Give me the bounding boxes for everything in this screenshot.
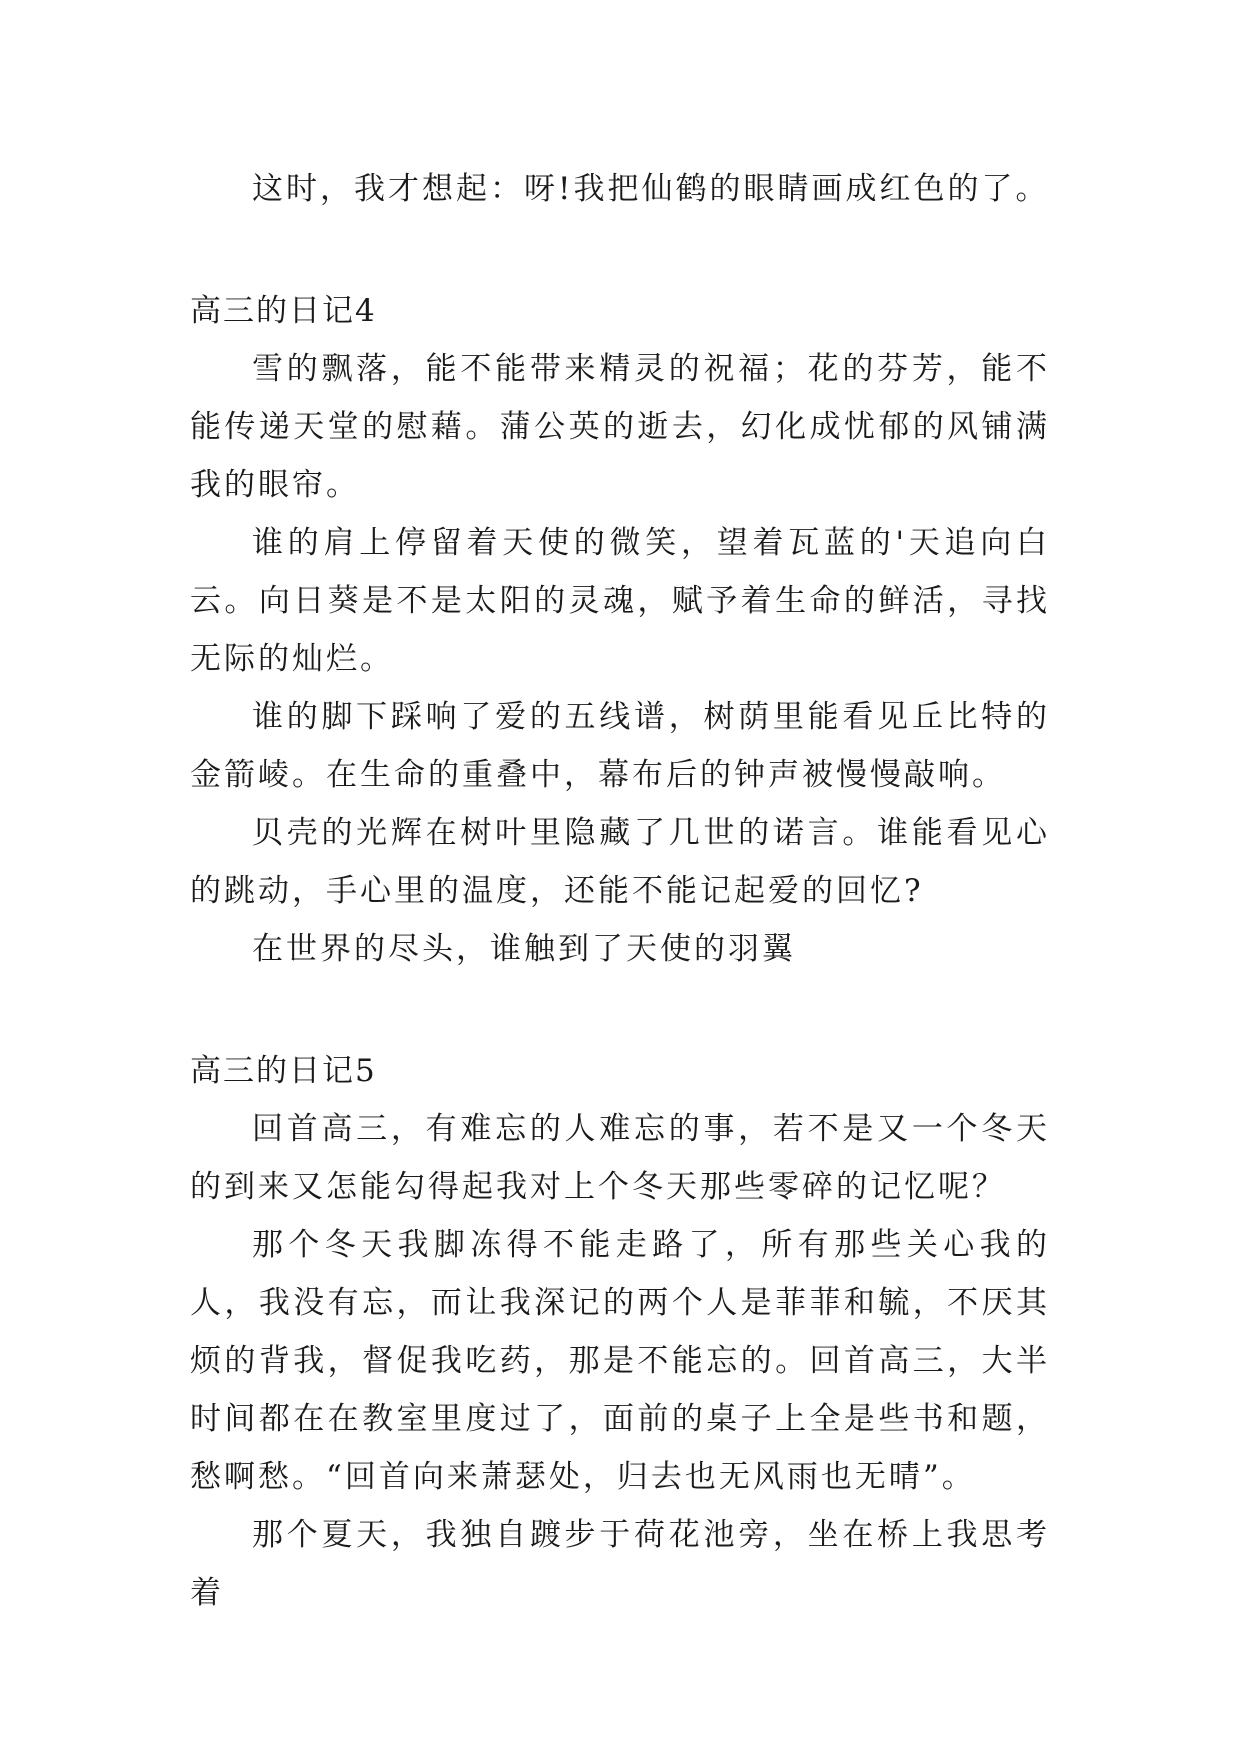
paragraph: 谁的肩上停留着天使的微笑，望着瓦蓝的'天追向白云。向日葵是不是太阳的灵魂，赋予着生命的鲜活，寻找无际的灿烂。 bbox=[190, 525, 1050, 677]
section-heading: 高三的日记5 bbox=[190, 1053, 377, 1089]
paragraph: 那个夏天，我独自踱步于荷花池旁，坐在桥上我思考着 bbox=[190, 1517, 1050, 1611]
section-heading: 高三的日记4 bbox=[190, 293, 377, 329]
paragraph: 那个冬天我脚冻得不能走路了，所有那些关心我的人，我没有忘，而让我深记的两个人是菲菲和毓，不厌其烦的背我，督促我吃药，那是不能忘的。回首高三，大半时间都在在教室里度过了，面前的桌子上全是些书和题，愁啊愁。“回首向来萧瑟处，归去也无风雨也无晴”。 bbox=[190, 1227, 1050, 1495]
paragraph: 雪的飘落，能不能带来精灵的祝福；花的芬芳，能不能传递天堂的慰藉。蒲公英的逝去，幻化成忧郁的风铺满我的眼帘。 bbox=[190, 351, 1050, 503]
paragraph: 回首高三，有难忘的人难忘的事，若不是又一个冬天的到来又怎能勾得起我对上个冬天那些零碎的记忆呢？ bbox=[190, 1111, 1050, 1205]
document-body bbox=[190, 160, 1050, 1622]
paragraph: 贝壳的光辉在树叶里隐藏了几世的诺言。谁能看见心的跳动，手心里的温度，还能不能记起爱的回忆? bbox=[190, 815, 1050, 909]
paragraph: 谁的脚下踩响了爱的五线谱，树荫里能看见丘比特的金箭崚。在生命的重叠中，幕布后的钟声被慢慢敲响。 bbox=[190, 699, 1050, 793]
paragraph: 这时，我才想起：呀!我把仙鹤的眼睛画成红色的了。 bbox=[252, 171, 1050, 207]
paragraph: 在世界的尽头，谁触到了天使的羽翼 bbox=[252, 931, 796, 967]
